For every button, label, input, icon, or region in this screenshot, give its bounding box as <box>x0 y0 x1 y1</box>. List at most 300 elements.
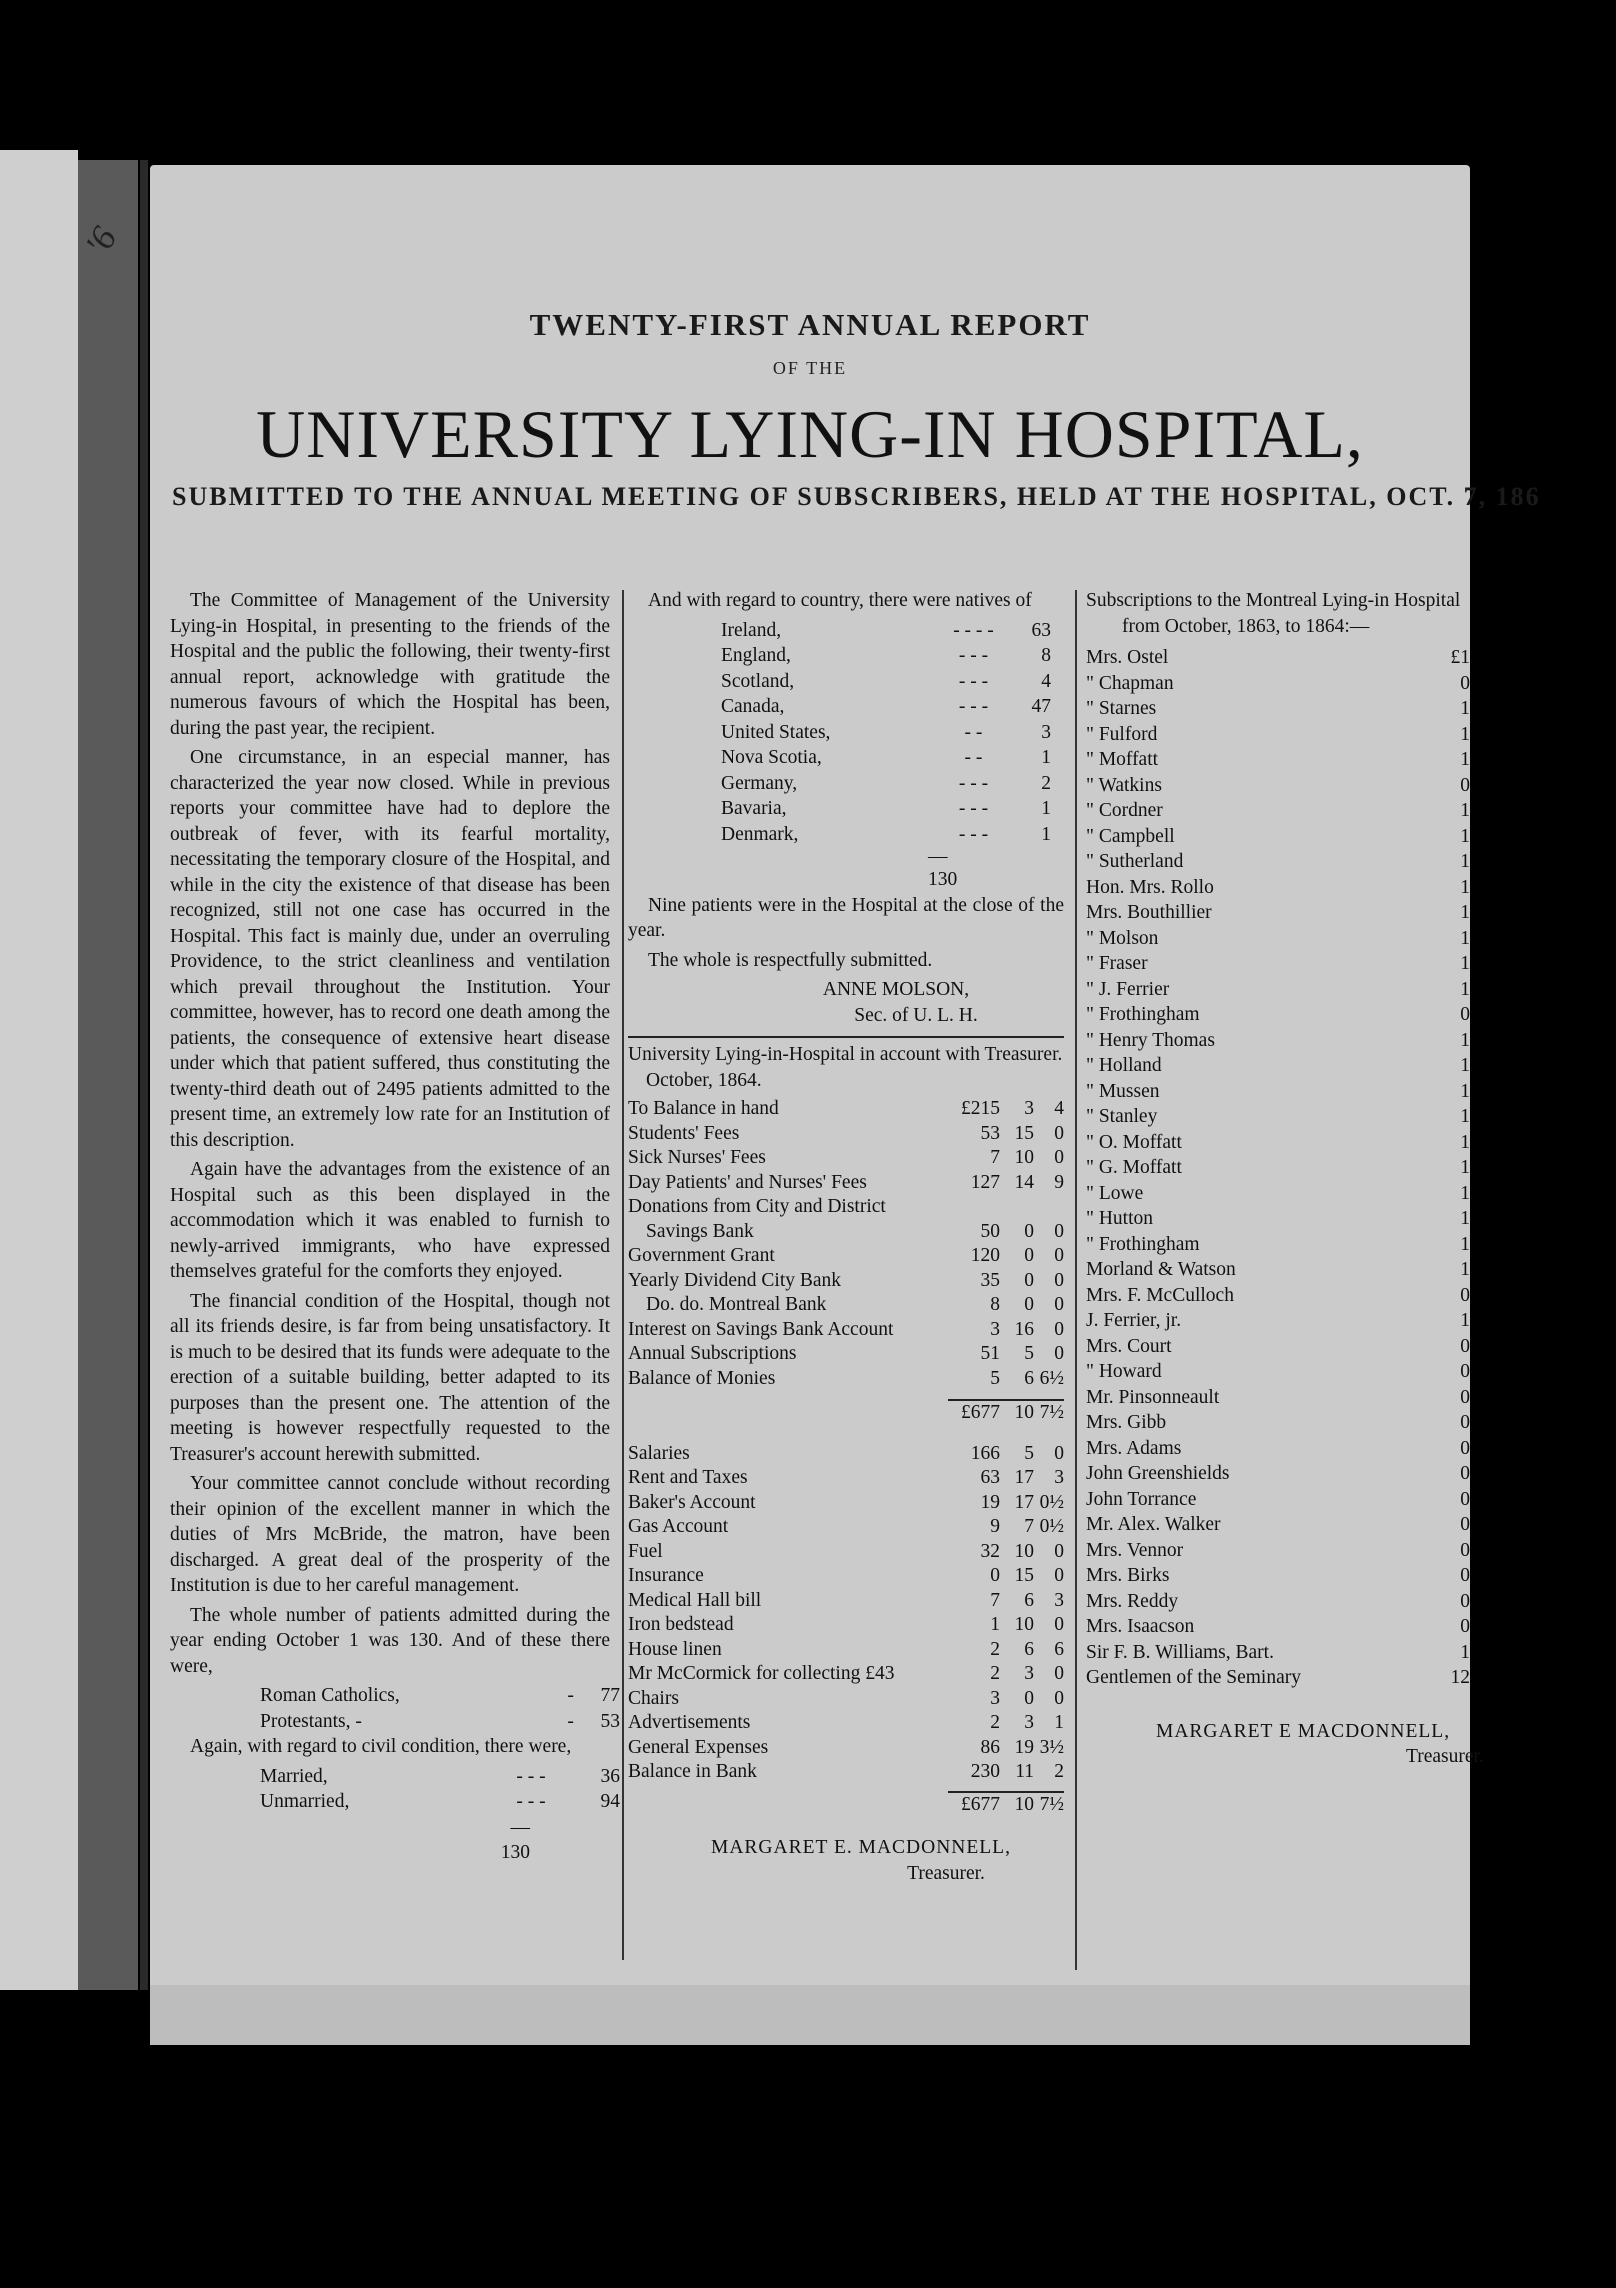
entry-shillings: 0 <box>1024 1687 1034 1709</box>
civil-total-rule: — <box>510 1816 530 1838</box>
subscribers-table <box>1086 645 1470 1691</box>
row-label: United States, <box>721 721 831 743</box>
subscriber-name: " Watkins <box>1086 774 1162 796</box>
entry-pence: 3½ <box>1039 1736 1064 1758</box>
entry-shillings: 0 <box>1024 1220 1034 1242</box>
row-dash: - - - - <box>953 619 994 641</box>
subscriber-amount: 1 <box>1460 1310 1470 1331</box>
entry-shillings: 6 <box>1024 1589 1034 1611</box>
payment-row <box>628 1711 1064 1736</box>
civil-condition-table <box>260 1764 620 1815</box>
entry-pence: 0 <box>1054 1343 1064 1364</box>
entry-label: Annual Subscriptions <box>628 1343 797 1364</box>
subscriber-row <box>1086 1002 1470 1028</box>
row-value: 36 <box>600 1765 620 1787</box>
subscriber-name: Mrs. Bouthillier <box>1086 902 1212 923</box>
secretary-name: ANNE MOLSON, <box>822 979 970 1000</box>
subscriber-amount: 0 <box>1460 1004 1470 1025</box>
subscriber-row <box>1086 1461 1470 1487</box>
payment-row <box>628 1491 1064 1516</box>
religion-row <box>260 1683 620 1709</box>
report-heading-of-the: OF THE <box>772 358 848 378</box>
total-shillings: 10 <box>1000 1792 1034 1818</box>
entry-pence: 0 <box>1054 1220 1064 1242</box>
report-heading: TWENTY-FIRST ANNUAL REPORT <box>529 307 1091 342</box>
entry-label: Insurance <box>628 1565 704 1586</box>
entry-pence: 3 <box>1054 1467 1064 1488</box>
country-total: 130 <box>928 869 958 890</box>
subscriber-name: " Fraser <box>1086 953 1148 974</box>
entry-shillings: 7 <box>1024 1516 1034 1537</box>
subscriber-name: Mrs. Gibb <box>1086 1412 1167 1433</box>
entry-label: Donations from City and District <box>628 1196 886 1217</box>
entry-pounds: £215 <box>961 1098 1000 1119</box>
row-dash: - - - <box>958 772 989 794</box>
entry-pence: 0 <box>1054 1122 1064 1144</box>
entry-pounds: 86 <box>980 1736 1000 1758</box>
account-date: October, 1864. <box>646 1069 762 1091</box>
country-row <box>721 720 1051 746</box>
entry-pounds: 35 <box>980 1269 1000 1291</box>
subscriber-row <box>1086 1053 1470 1079</box>
entry-label: House linen <box>628 1638 722 1660</box>
entry-label: Savings Bank <box>646 1220 754 1242</box>
subscriber-amount: 1 <box>1460 953 1470 974</box>
country-row <box>721 618 1051 644</box>
subscriber-name: " Moffatt <box>1086 749 1159 770</box>
subscriber-row <box>1086 1589 1470 1615</box>
subscriber-name: Mrs. Ostel <box>1086 647 1169 668</box>
subscriber-amount: 1 <box>1460 1055 1470 1076</box>
row-value: 1 <box>1041 747 1051 768</box>
binding-shadow <box>140 160 148 1990</box>
receipt-row <box>628 1171 1064 1196</box>
entry-pounds: 51 <box>980 1343 1000 1364</box>
subscriber-row <box>1086 824 1470 850</box>
entry-pence: 9 <box>1054 1171 1064 1193</box>
row-value: 1 <box>1041 823 1051 845</box>
receipt-row <box>628 1244 1064 1269</box>
subscriber-row <box>1086 1410 1470 1436</box>
receipts-total-row <box>628 1400 1064 1426</box>
subscriber-row <box>1086 798 1470 824</box>
entry-pence: 4 <box>1054 1098 1064 1119</box>
subscriber-name: J. Ferrier, jr. <box>1086 1310 1182 1331</box>
receipt-row <box>628 1318 1064 1343</box>
entry-shillings: 0 <box>1024 1294 1034 1315</box>
payment-row <box>628 1760 1064 1785</box>
entry-pence: 6½ <box>1039 1367 1064 1389</box>
entry-pounds: 166 <box>970 1442 1000 1464</box>
receipts-total <box>628 1399 1064 1426</box>
subscriber-row <box>1086 1563 1470 1589</box>
subscriber-amount: 0 <box>1460 1412 1470 1433</box>
receipt-row <box>628 1342 1064 1367</box>
subscriber-row <box>1086 849 1470 875</box>
row-label: Protestants, - <box>260 1710 362 1732</box>
row-label: Unmarried, <box>260 1791 350 1812</box>
row-label: Germany, <box>721 772 798 794</box>
entry-label: Balance of Monies <box>628 1367 776 1389</box>
entry-shillings: 11 <box>1015 1761 1034 1782</box>
row-label: England, <box>721 645 791 666</box>
subscriber-row <box>1086 1436 1470 1462</box>
entry-pence: 3 <box>1054 1589 1064 1611</box>
entry-label: Fuel <box>628 1540 663 1562</box>
row-label: Roman Catholics, <box>260 1685 400 1706</box>
row-value: 94 <box>600 1791 620 1812</box>
entry-label: Gas Account <box>628 1516 729 1537</box>
subscriber-amount: 12 <box>1450 1667 1470 1688</box>
subscriber-amount: 1 <box>1460 749 1470 770</box>
payment-row <box>628 1638 1064 1663</box>
row-dash: - - <box>964 721 983 743</box>
subscriber-amount: £1 <box>1450 647 1470 668</box>
row-value: 1 <box>1041 798 1051 819</box>
subscriber-name: " Mussen <box>1086 1080 1160 1102</box>
report-subheading: SUBMITTED TO THE ANNUAL MEETING OF SUBSCRIBERS, HELD AT THE HOSPITAL, OCT. 7, 186 <box>172 482 1541 511</box>
entry-shillings: 0 <box>1024 1269 1034 1291</box>
entry-shillings: 5 <box>1024 1442 1034 1464</box>
subscriber-name: " Holland <box>1086 1055 1162 1076</box>
subscriber-row <box>1086 926 1470 952</box>
receipts-table <box>628 1097 1064 1391</box>
entry-pounds: 2 <box>990 1712 1000 1733</box>
entry-pounds: 32 <box>980 1540 1000 1562</box>
subscriber-amount: 0 <box>1460 1437 1470 1459</box>
closing-note: Nine patients were in the Hospital at the close of the year. <box>628 894 1064 941</box>
subscriber-row <box>1086 1487 1470 1513</box>
entry-pence: 0 <box>1054 1269 1064 1291</box>
row-dash: - - - <box>516 1791 546 1812</box>
row-value: 3 <box>1041 721 1051 743</box>
subscriber-row <box>1086 1614 1470 1640</box>
subscriber-row <box>1086 1385 1470 1411</box>
subscriber-name: Sir F. B. Williams, Bart. <box>1086 1641 1274 1663</box>
entry-label: Sick Nurses' Fees <box>628 1147 766 1168</box>
row-dash: - - - <box>958 823 989 845</box>
payment-row <box>628 1540 1064 1565</box>
entry-pence: 0 <box>1054 1687 1064 1709</box>
subscriber-amount: 1 <box>1460 698 1470 719</box>
receipt-row <box>628 1122 1064 1147</box>
country-row <box>721 771 1051 797</box>
subscriber-name: " Frothingham <box>1086 1004 1200 1025</box>
payment-row <box>628 1589 1064 1614</box>
entry-label: Medical Hall bill <box>628 1589 762 1611</box>
secretary-title: Sec. of U. L. H. <box>854 1004 978 1026</box>
subscriber-row <box>1086 1028 1470 1054</box>
subscriber-amount: 1 <box>1460 1208 1470 1229</box>
column-rule <box>1075 590 1077 1970</box>
entry-pence: 0½ <box>1039 1491 1064 1513</box>
entry-label: Government Grant <box>628 1245 775 1266</box>
subscriber-row <box>1086 1181 1470 1207</box>
subscriber-amount: 1 <box>1460 825 1470 847</box>
subscriber-name: Mrs. Vennor <box>1086 1539 1184 1561</box>
subscriber-amount: 1 <box>1460 1259 1470 1280</box>
entry-shillings: 10 <box>1014 1147 1034 1168</box>
subscriber-amount: 1 <box>1460 1131 1470 1153</box>
row-label: Canada, <box>721 696 785 717</box>
entry-shillings: 6 <box>1024 1367 1034 1389</box>
subscriber-amount: 0 <box>1460 1514 1470 1535</box>
entry-pounds: 120 <box>970 1245 1000 1266</box>
entry-pounds: 2 <box>990 1663 1000 1684</box>
subscriber-row <box>1086 977 1470 1003</box>
subscriber-amount: 0 <box>1460 1488 1470 1510</box>
receipt-row <box>628 1367 1064 1392</box>
total-pounds: £677 <box>948 1400 1000 1426</box>
entry-shillings: 19 <box>1014 1736 1034 1758</box>
entry-pounds: 9 <box>990 1516 1000 1537</box>
subscriber-amount: 1 <box>1460 876 1470 898</box>
religion-table <box>260 1683 620 1734</box>
subscriber-row <box>1086 1079 1470 1105</box>
subscriber-row <box>1086 747 1470 773</box>
subscriber-row <box>1086 1232 1470 1258</box>
subscriber-name: Gentlemen of the Seminary <box>1086 1667 1301 1688</box>
civil-row <box>260 1764 620 1790</box>
entry-pence: 0 <box>1054 1614 1064 1635</box>
country-table <box>721 618 1051 848</box>
entry-shillings: 15 <box>1014 1565 1034 1586</box>
entry-pounds: 3 <box>990 1687 1000 1709</box>
subscriber-row <box>1086 1334 1470 1360</box>
entry-pounds: 230 <box>970 1761 1000 1782</box>
subscriber-row <box>1086 900 1470 926</box>
entry-label: To Balance in hand <box>628 1098 779 1119</box>
subscriber-name: Mr. Alex. Walker <box>1086 1514 1221 1535</box>
entry-pence: 0 <box>1054 1294 1064 1315</box>
subscriber-name: " Frothingham <box>1086 1233 1200 1255</box>
report-paragraphs <box>170 588 610 1679</box>
subscriber-name: " Molson <box>1086 927 1159 949</box>
row-dash: - - - <box>958 696 989 717</box>
row-dash: - - - <box>958 798 989 819</box>
entry-pence: 0 <box>1054 1540 1064 1562</box>
subscriber-name: " J. Ferrier <box>1086 978 1170 1000</box>
subscriber-amount: 1 <box>1460 851 1470 872</box>
payments-total-row <box>628 1792 1064 1818</box>
entry-label: Advertisements <box>628 1712 751 1733</box>
subscriber-row <box>1086 1155 1470 1181</box>
subscriber-amount: 0 <box>1460 1539 1470 1561</box>
column-subscriptions <box>1086 588 1484 1770</box>
receipt-row <box>628 1195 1064 1220</box>
column-country-and-account <box>628 588 1064 1886</box>
entry-shillings: 0 <box>1024 1245 1034 1266</box>
entry-label: Salaries <box>628 1442 690 1464</box>
subscriber-row <box>1086 1359 1470 1385</box>
payment-row <box>628 1662 1064 1687</box>
row-dash: - - <box>964 747 983 768</box>
treasurer-title: Treasurer. <box>1406 1746 1484 1767</box>
subscriber-name: Mrs. F. McCulloch <box>1086 1284 1234 1306</box>
subscriber-row <box>1086 645 1470 671</box>
receipt-row <box>628 1220 1064 1245</box>
subscriptions-heading: Subscriptions to the Montreal Lying-in Hospital <box>1086 590 1461 611</box>
entry-label: Balance in Bank <box>628 1761 757 1782</box>
adjacent-page-edge <box>0 150 78 1990</box>
subscriber-name: Mrs. Court <box>1086 1335 1172 1357</box>
report-paragraph: The financial condition of the Hospital, though not all its friends desire, is far from being unsatisfactory. It is much to be desired that its funds were adequate to the erection of a suitable building, better adapted to its purposes than the present one. The attention of the meeting is however respectfully requested to the Treasurer's account herewith submitted. <box>170 1290 610 1465</box>
report-paragraph: The Committee of Management of the University Lying-in Hospital, in presenting to the friends of the Hospital and the public the following, their twenty-first annual report, acknowledge with gratitude the numerous favours of which the Hospital has been, during the past year, the recipient. <box>170 590 610 739</box>
entry-shillings: 14 <box>1014 1171 1034 1193</box>
country-row <box>721 796 1051 822</box>
row-label: Denmark, <box>721 823 799 845</box>
subscriber-row <box>1086 1283 1470 1309</box>
subscriber-amount: 1 <box>1460 800 1470 821</box>
row-value: 53 <box>600 1710 620 1732</box>
row-value: 63 <box>1031 619 1051 641</box>
subscriber-amount: 1 <box>1460 1233 1470 1255</box>
subscriber-name: " Henry Thomas <box>1086 1029 1215 1051</box>
row-value: 2 <box>1041 772 1051 794</box>
subscriber-row <box>1086 1308 1470 1334</box>
subscriber-amount: 0 <box>1460 1284 1470 1306</box>
treasurer-title: Treasurer. <box>907 1862 985 1884</box>
payments-total <box>628 1791 1064 1818</box>
subscriber-amount: 0 <box>1460 1565 1470 1586</box>
account-title: University Lying-in-Hospital in account with Treasurer. <box>628 1044 1063 1065</box>
subscriber-name: Mrs. Reddy <box>1086 1590 1179 1612</box>
entry-pounds <box>948 1195 1000 1220</box>
report-paragraph: One circumstance, in an especial manner, has characterized the year now closed. While in previous reports your committee have had to deplore the outbreak of fever, with its fearful mortality, necessitating the temporary closure of the Hospital, and while in the city the existence of that disease has been recognized, still not one case has occurred in the Hospital. This fact is mainly due, under an overruling Providence, to the strict cleanliness and ventilation which prevail throughout the Institution. Your committee, however, has to record one death among the patients, the consequence of extensive heart disease under which that patient suffered, thus constituting the twenty-third death out of 2495 patients admitted to the present time, an extremely low rate for an Institution of this description. <box>170 747 610 1151</box>
subscriber-name: " Campbell <box>1086 825 1175 847</box>
subscriptions-subheading: from October, 1863, to 1864:— <box>1122 615 1370 637</box>
receipt-row <box>628 1293 1064 1318</box>
entry-pounds: 1 <box>990 1614 1000 1635</box>
row-label: Married, <box>260 1765 328 1787</box>
entry-pence: 1 <box>1054 1712 1064 1733</box>
subscriber-name: " Chapman <box>1086 672 1174 694</box>
subscriber-name: Morland & Watson <box>1086 1259 1236 1280</box>
subscriber-name: John Greenshields <box>1086 1463 1230 1484</box>
country-row <box>721 694 1051 720</box>
entry-pence: 0 <box>1054 1147 1064 1168</box>
subscriber-amount: 1 <box>1460 1106 1470 1127</box>
entry-label: Day Patients' and Nurses' Fees <box>628 1171 867 1193</box>
total-pence: 7½ <box>1034 1400 1064 1426</box>
entry-pence: 0½ <box>1039 1516 1064 1537</box>
subscriber-row <box>1086 1257 1470 1283</box>
payment-row <box>628 1687 1064 1712</box>
column-committee-report <box>170 588 620 1866</box>
entry-shillings: 3 <box>1024 1663 1034 1684</box>
subscriber-row <box>1086 1206 1470 1232</box>
subscriber-row <box>1086 1512 1470 1538</box>
subscriber-amount: 1 <box>1460 978 1470 1000</box>
entry-pence: 0 <box>1054 1318 1064 1340</box>
entry-pounds: 50 <box>980 1220 1000 1242</box>
entry-shillings <box>1000 1195 1034 1220</box>
entry-pence <box>1034 1195 1064 1220</box>
handwritten-margin-note: '6 <box>77 219 125 263</box>
subscriber-row <box>1086 722 1470 748</box>
entry-label: Interest on Savings Bank Account <box>628 1318 894 1340</box>
entry-pounds: 7 <box>990 1147 1000 1168</box>
row-value: 4 <box>1041 670 1051 692</box>
subscriber-amount: 1 <box>1460 1080 1470 1102</box>
entry-pounds: 3 <box>990 1318 1000 1340</box>
payment-row <box>628 1736 1064 1761</box>
row-value: 47 <box>1031 696 1051 717</box>
entry-pounds: 63 <box>980 1467 1000 1488</box>
section-divider <box>628 1036 1064 1038</box>
row-label: Ireland, <box>721 619 782 641</box>
entry-shillings: 3 <box>1024 1098 1034 1119</box>
country-row <box>721 745 1051 771</box>
subscriber-amount: 1 <box>1460 927 1470 949</box>
subscriber-name: Hon. Mrs. Rollo <box>1086 876 1214 898</box>
subscriber-row <box>1086 1130 1470 1156</box>
entry-pence: 0 <box>1054 1245 1064 1266</box>
payment-row <box>628 1564 1064 1589</box>
report-paragraph: The whole number of patients admitted during the year ending October 1 was 130. And of these there were, <box>170 1604 610 1677</box>
entry-pence: 6 <box>1054 1638 1064 1660</box>
entry-pence: 2 <box>1054 1761 1064 1782</box>
country-row <box>721 822 1051 848</box>
subscriber-name: " Cordner <box>1086 800 1163 821</box>
payments-table <box>628 1442 1064 1785</box>
subscriber-name: John Torrance <box>1086 1488 1197 1510</box>
subscriber-name: " Howard <box>1086 1361 1162 1382</box>
entry-shillings: 10 <box>1014 1614 1034 1635</box>
row-label: Bavaria, <box>721 798 787 819</box>
subscriber-row <box>1086 1538 1470 1564</box>
subscriber-name: Mrs. Birks <box>1086 1565 1170 1586</box>
subscriber-row <box>1086 1640 1470 1666</box>
receipt-row <box>628 1146 1064 1171</box>
entry-pence: 0 <box>1054 1442 1064 1464</box>
entry-label: Baker's Account <box>628 1491 756 1513</box>
binding-gutter <box>78 160 138 1990</box>
entry-shillings: 16 <box>1014 1318 1034 1340</box>
submitted-line: The whole is respectfully submitted. <box>648 949 933 971</box>
entry-label: Mr McCormick for collecting £43 <box>628 1663 895 1684</box>
country-row <box>721 643 1051 669</box>
entry-pounds: 53 <box>980 1122 1000 1144</box>
religion-row <box>260 1709 620 1735</box>
subscriber-amount: 0 <box>1460 672 1470 694</box>
subscriber-amount: 0 <box>1460 1590 1470 1612</box>
subscriber-name: " G. Moffatt <box>1086 1157 1182 1178</box>
country-row <box>721 669 1051 695</box>
country-total-rule: — <box>928 846 948 867</box>
entry-pounds: 2 <box>990 1638 1000 1660</box>
subscriber-amount: 0 <box>1460 774 1470 796</box>
row-dash: - - - <box>958 645 989 666</box>
hospital-name-title: UNIVERSITY LYING-IN HOSPITAL, <box>256 396 1364 472</box>
row-value: 77 <box>600 1685 620 1706</box>
subscriber-name: " Starnes <box>1086 698 1157 719</box>
row-dash: - <box>567 1685 574 1706</box>
subscriber-amount: 0 <box>1460 1463 1470 1484</box>
row-label: Nova Scotia, <box>721 747 822 768</box>
receipt-row <box>628 1097 1064 1122</box>
civil-condition-intro: Again, with regard to civil condition, there were, <box>190 1736 572 1757</box>
page-bottom-strip <box>150 1985 1470 2045</box>
entry-label: Do. do. Montreal Bank <box>646 1294 827 1315</box>
subscriber-amount: 1 <box>1460 1641 1470 1663</box>
subscriber-amount: 1 <box>1460 1029 1470 1051</box>
country-intro: And with regard to country, there were natives of <box>648 590 1032 611</box>
row-dash: - <box>567 1710 574 1732</box>
subscriber-amount: 1 <box>1460 1182 1470 1204</box>
row-label: Scotland, <box>721 670 795 692</box>
row-dash: - - - <box>958 670 989 692</box>
